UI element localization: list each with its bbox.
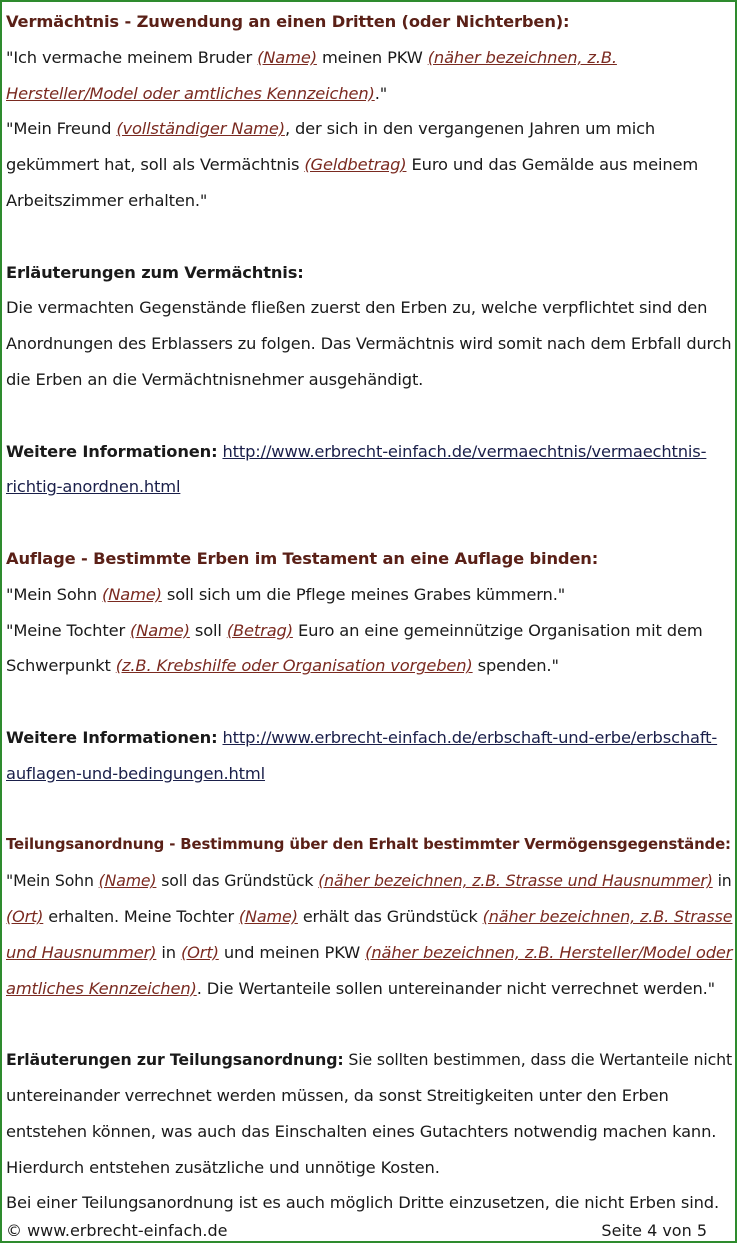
info-line <box>6 434 734 470</box>
text: ." <box>374 83 388 103</box>
text: "Ich vermache meinem Bruder <box>6 47 258 67</box>
spacer <box>6 505 734 541</box>
footer-copyright: © www.erbrecht-einfach.de <box>6 1221 228 1240</box>
text-line <box>6 40 734 76</box>
page-number: Seite 4 von 5 <box>601 1221 707 1240</box>
placeholder: (Betrag) <box>226 620 293 640</box>
text: Sie sollten bestimmen, dass die Wertanteile nicht <box>343 1050 732 1070</box>
placeholder: (Ort) <box>180 942 219 962</box>
section-heading-erlaeuterung-teilung: Erläuterungen zur Teilungsanordnung: <box>6 1050 344 1070</box>
text-line: die Erben an die Vermächtnisnehmer ausgehändigt. <box>6 369 424 389</box>
placeholder: (näher bezeichnen, z.B. Hersteller/Model oder <box>365 942 733 962</box>
placeholder: (Name) <box>238 906 298 926</box>
text-line <box>6 863 734 899</box>
page-footer <box>6 1220 707 1242</box>
spacer <box>6 1006 734 1042</box>
text-line <box>6 76 734 112</box>
placeholder: (näher bezeichnen, z.B. <box>427 47 617 67</box>
text: "Mein Freund <box>6 119 117 139</box>
placeholder: (Name) <box>257 47 317 67</box>
placeholder: (näher bezeichnen, z.B. Strasse und Hausnummer) <box>318 871 713 891</box>
info-line <box>6 469 734 505</box>
info-link-vermaechtnis[interactable]: http://www.erbrecht-einfach.de/vermaechtnis/vermaechtnis- <box>222 441 707 461</box>
text: "Meine Tochter <box>6 620 131 640</box>
text-line <box>6 577 734 613</box>
placeholder: amtliches Kennzeichen) <box>6 978 197 998</box>
text-line: untereinander verrechnet werden müssen, da sonst Streitigkeiten unter den Erben <box>6 1085 669 1105</box>
text: erhält das Gründstück <box>297 906 483 926</box>
text-line <box>6 971 734 1007</box>
section-heading-teilung: Teilungsanordnung - Bestimmung über den Erhalt bestimmter Vermögensgegenstände: <box>6 835 731 854</box>
info-label: Weitere Informationen: <box>6 441 218 461</box>
text: Euro an eine gemeinnützige Organisation mit dem <box>292 620 703 640</box>
text-line: Die vermachten Gegenstände fließen zuerst den Erben zu, welche verpflichtet sind den <box>6 298 708 318</box>
text-line: entstehen können, was auch das Einschalten eines Gutachters notwendig machen kann. <box>6 1121 717 1141</box>
spacer <box>6 219 734 255</box>
text: "Mein Sohn <box>6 871 99 891</box>
text: Schwerpunkt <box>6 656 116 676</box>
spacer <box>6 684 734 720</box>
text: und meinen PKW <box>218 942 366 962</box>
section-heading-vermaechtnis: Vermächtnis - Zuwendung an einen Dritten (oder Nichterben): <box>6 12 570 31</box>
text: , der sich in den vergangenen Jahren um mich <box>284 119 656 139</box>
info-label: Weitere Informationen: <box>6 727 218 747</box>
placeholder: (z.B. Krebshilfe oder Organisation vorgeben) <box>115 656 473 676</box>
text-line <box>6 111 734 147</box>
info-link-vermaechtnis-cont[interactable]: richtig-anordnen.html <box>6 477 181 497</box>
info-line <box>6 720 734 756</box>
info-link-auflage-cont[interactable]: auflagen-und-bedingungen.html <box>6 763 266 783</box>
text: erhalten. Meine Tochter <box>43 906 239 926</box>
text-line <box>6 147 734 183</box>
placeholder: (Name) <box>130 620 190 640</box>
info-link-auflage[interactable]: http://www.erbrecht-einfach.de/erbschaft-und-erbe/erbschaft- <box>222 727 718 747</box>
section-heading-erlaeuterung-vermaechtnis: Erläuterungen zum Vermächtnis: <box>6 262 304 282</box>
info-line <box>6 756 734 792</box>
text-line: Arbeitszimmer erhalten." <box>6 190 208 210</box>
section-heading-auflage: Auflage - Bestimmte Erben im Testament an eine Auflage binden: <box>6 548 599 568</box>
spacer <box>6 792 734 828</box>
text: in <box>712 871 732 891</box>
text: "Mein Sohn <box>6 584 103 604</box>
placeholder: (Ort) <box>6 906 44 926</box>
text-line <box>6 1042 734 1078</box>
text-line <box>6 899 734 935</box>
placeholder: und Hausnummer) <box>6 942 157 962</box>
text-line <box>6 648 734 684</box>
text-line: Anordnungen des Erblassers zu folgen. Das Vermächtnis wird somit nach dem Erbfall durch <box>6 334 732 354</box>
text: soll <box>189 620 227 640</box>
placeholder: (Name) <box>98 871 157 891</box>
text: meinen PKW <box>316 47 428 67</box>
text: spenden." <box>472 656 559 676</box>
text: gekümmert hat, soll als Vermächtnis <box>6 155 305 175</box>
placeholder: (vollständiger Name) <box>116 119 285 139</box>
text-line <box>6 613 734 649</box>
text: soll sich um die Pflege meines Grabes kümmern." <box>161 584 566 604</box>
placeholder: Hersteller/Model oder amtliches Kennzeichen) <box>6 83 375 103</box>
placeholder: (Geldbetrag) <box>304 155 407 175</box>
text: . Die Wertanteile sollen untereinander nicht verrechnet werden." <box>196 978 715 998</box>
text: Euro und das Gemälde aus meinem <box>406 155 699 175</box>
text-line: Bei einer Teilungsanordnung ist es auch möglich Dritte einzusetzen, die nicht Erben sind. <box>6 1193 720 1213</box>
document-body <box>6 4 734 1221</box>
placeholder: (Name) <box>102 584 162 604</box>
text: soll das Gründstück <box>156 871 319 891</box>
placeholder: (näher bezeichnen, z.B. Strasse <box>482 906 733 926</box>
text-line: Hierdurch entstehen zusätzliche und unnötige Kosten. <box>6 1157 440 1177</box>
text: in <box>156 942 181 962</box>
spacer <box>6 398 734 434</box>
text-line <box>6 935 734 971</box>
